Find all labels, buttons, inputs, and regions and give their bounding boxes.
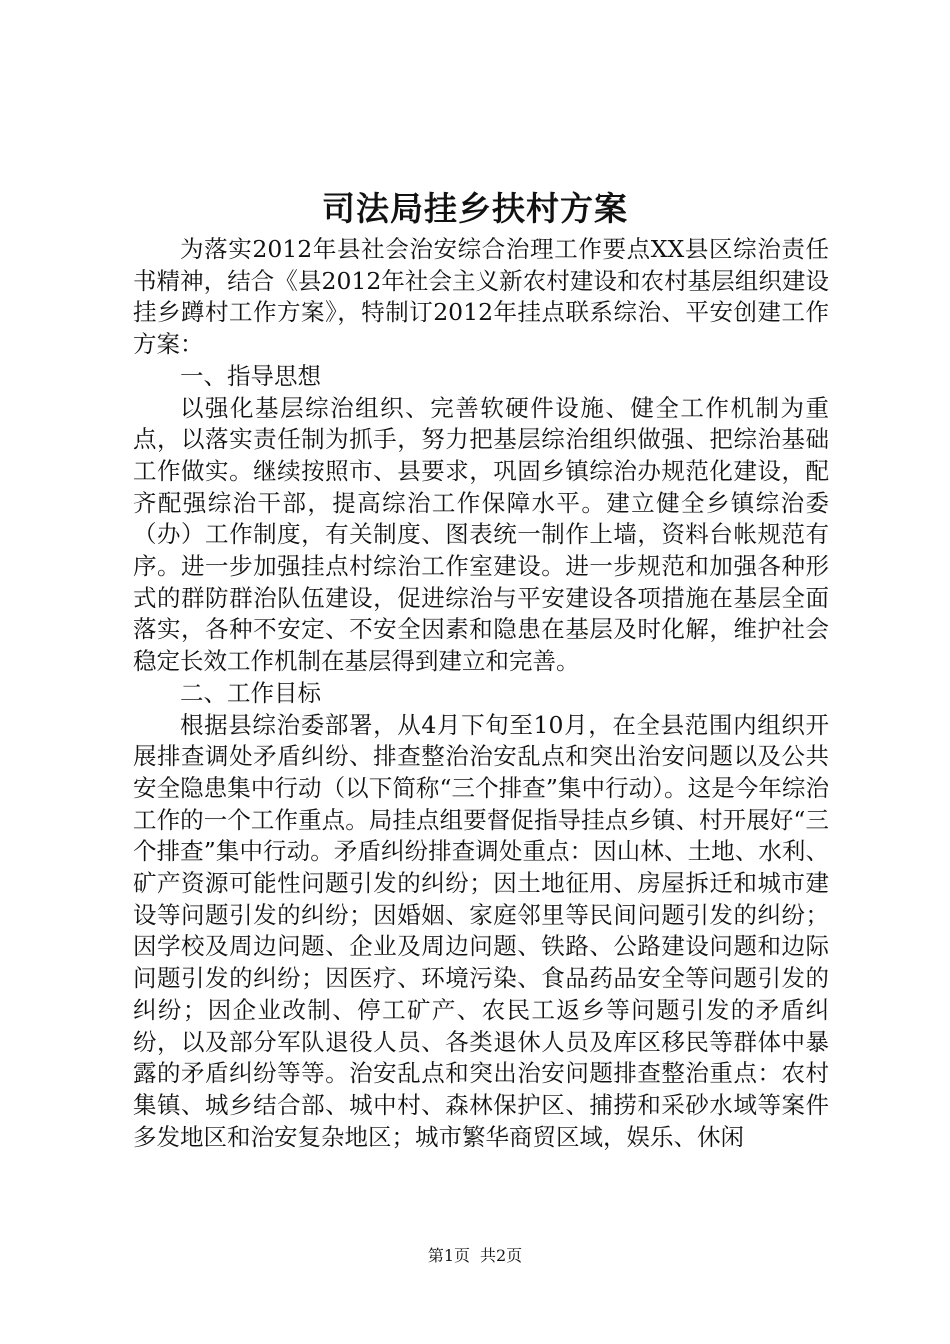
page-footer (0, 1245, 950, 1267)
document-body (133, 234, 829, 1153)
work-goals-paragraph: 根据县综治委部署，从4月下旬至10月，在全县范围内组织开展排查调处矛盾纠纷、排查整治治安乱点和突出治安问题以及公共安全隐患集中行动（以下简称“三个排查”集中行动）。这是今年综治工作的一个工作重点。局挂点组要督促指导挂点乡镇、村开展好“三个排查”集中行动。矛盾纠纷排查调处重点：因山林、土地、水利、矿产资源可能性问题引发的纠纷；因土地征用、房屋拆迁和城市建设等问题引发的纠纷；因婚姻、家庭邻里等民间问题引发的纠纷；因学校及周边问题、企业及周边问题、铁路、公路建设问题和边际问题引发的纠纷；因医疗、环境污染、食品药品安全等问题引发的纠纷；因企业改制、停工矿产、农民工返乡等问题引发的矛盾纠纷，以及部分军队退役人员、各类退休人员及库区移民等群体中暴露的矛盾纠纷等等。治安乱点和突出治安问题排查整治重点：农村集镇、城乡结合部、城中村、森林保护区、捕捞和采砂水域等案件多发地区和治安复杂地区；城市繁华商贸区域，娱乐、休闲 (133, 710, 829, 1151)
section-heading-guiding-ideology: 一、指导思想 (180, 361, 321, 390)
page-number-current: 第1页 (427, 1246, 470, 1265)
guiding-ideology-paragraph: 以强化基层综治组织、完善软硬件设施、健全工作机制为重点，以落实责任制为抓手，努力把基层综治组织做强、把综治基础工作做实。继续按照市、县要求，巩固乡镇综治办规范化建设，配齐配强综治干部，提高综治工作保障水平。建立健全乡镇综治委（办）工作制度，有关制度、图表统一制作上墙，资料台帐规范有序。进一步加强挂点村综治工作室建设。进一步规范和加强各种形式的群防群治队伍建设，促进综治与平安建设各项措施在基层全面落实，各种不安定、不安全因素和隐患在基层及时化解，维护社会稳定长效工作机制在基层得到建立和完善。 (133, 393, 829, 676)
section-heading-work-goals: 二、工作目标 (180, 678, 321, 707)
document-title: 司法局挂乡扶村方案 (322, 189, 628, 228)
page-number-total: 共2页 (480, 1246, 523, 1265)
intro-paragraph: 为落实2012年县社会治安综合治理工作要点XX县区综治责任书精神，结合《县2012年社会主义新农村建设和农村基层组织建设挂乡蹲村工作方案》，特制订2012年挂点联系综治、平安创建工作方案： (133, 235, 829, 359)
